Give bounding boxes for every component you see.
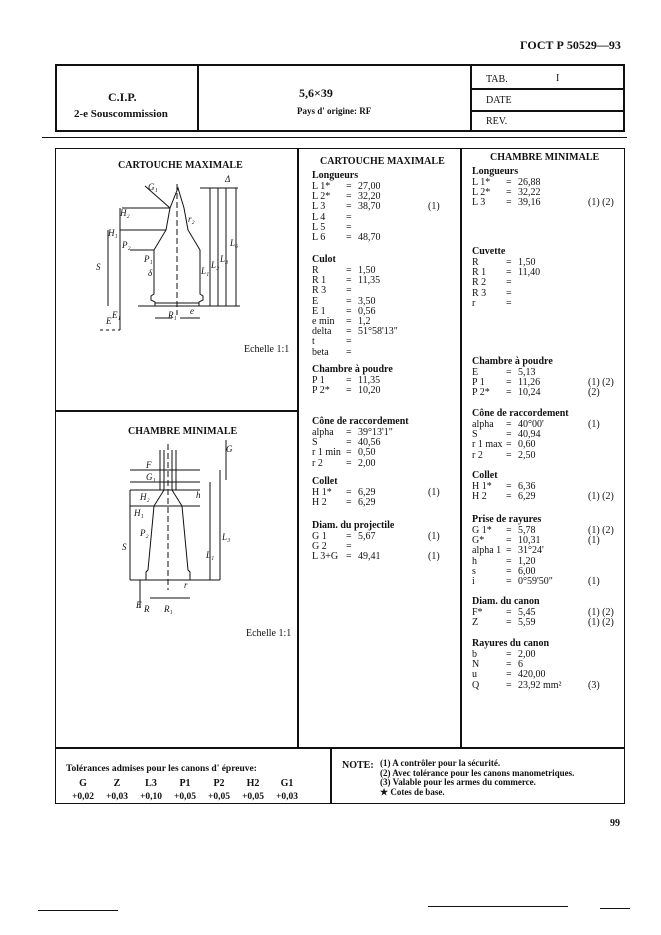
spec-key: t: [312, 336, 315, 348]
chambre-title: CHAMBRE MINIMALE: [490, 152, 600, 163]
spec-row: [312, 386, 428, 396]
spec-value: 11,26: [518, 377, 541, 389]
spec-row: [312, 532, 440, 542]
tolerance-value: +0,05: [241, 792, 265, 802]
spec-value: [358, 348, 428, 358]
spec-row: [312, 459, 428, 469]
label-l1: L₁: [201, 266, 210, 276]
spec-key: G*: [472, 535, 485, 547]
notes-list: [380, 759, 574, 797]
spec-key: r: [472, 297, 476, 309]
spec-value: 49,41: [358, 551, 381, 563]
spec-value: [518, 299, 588, 309]
equals-sign: =: [346, 232, 352, 244]
spec-row: [472, 268, 588, 278]
spec-value: [518, 278, 588, 288]
spec-key: i: [472, 576, 475, 588]
label-l3: L₃: [220, 254, 229, 264]
spec-key: r 1 max: [472, 439, 503, 451]
tolerance-header: G1: [280, 778, 294, 789]
spec-row: [312, 233, 440, 243]
label-e: E: [106, 316, 112, 326]
spec-row: [472, 178, 614, 188]
equals-sign: =: [506, 377, 512, 389]
equals-sign: =: [346, 285, 352, 297]
equals-sign: =: [506, 679, 512, 691]
spec-key: N: [472, 659, 480, 671]
spec-value: 40,94: [518, 429, 541, 441]
spec-value: 0,50: [358, 447, 376, 459]
spec-value: 0°59'50": [518, 576, 553, 588]
equals-sign: =: [506, 267, 512, 279]
spec-note: (1): [428, 487, 440, 498]
equals-sign: =: [346, 181, 352, 192]
spec-value: 6,00: [518, 565, 536, 577]
drawing-top-title: CARTOUCHE MAXIMALE: [118, 160, 243, 171]
spec-row: [472, 681, 600, 691]
spec-key: R 1: [312, 275, 327, 287]
equals-sign: =: [506, 481, 512, 492]
spec-key: alpha 1: [472, 545, 502, 557]
label-h1b: H₁: [134, 508, 144, 518]
spec-value: [358, 337, 428, 347]
spec-value: 1,50: [358, 265, 376, 276]
spec-value: 31°24': [518, 545, 544, 557]
spec-value: 3,50: [358, 295, 376, 307]
note-item: (3) Valable pour les armes du commerce.: [380, 777, 536, 787]
section-heading: Diam. du canon: [472, 596, 540, 607]
spec-value: 10,24: [518, 387, 541, 399]
spec-key: Q: [472, 679, 480, 691]
equals-sign: =: [346, 457, 352, 469]
spec-key: r 2: [312, 457, 323, 469]
spec-note: (3): [588, 679, 600, 691]
tolerances-title: Tolérances admises pour les canons d' épreuve:: [66, 764, 257, 774]
label-e-small: e: [190, 306, 194, 316]
tolerance-header: H2: [246, 778, 260, 789]
spec-key: R 2: [472, 277, 487, 289]
drawing-bottom-scale: Echelle 1:1: [246, 628, 292, 639]
equals-sign: =: [506, 669, 512, 681]
section-heading: Chambre à poudre: [312, 364, 393, 375]
spec-key: h: [472, 555, 477, 567]
equals-sign: =: [346, 531, 352, 542]
spec-row: [472, 289, 588, 299]
spec-note: (1) (2): [588, 377, 614, 389]
spec-key: alpha: [312, 427, 334, 438]
tolerance-value: +0,03: [105, 792, 129, 802]
section-heading: Diam. du projectile: [312, 520, 395, 531]
label-f: F: [146, 460, 152, 470]
spec-row: [472, 557, 614, 567]
spec-key: R: [472, 257, 479, 268]
spec-value: 2,00: [518, 649, 536, 660]
spec-value: 32,20: [358, 191, 381, 203]
label-eb: E: [136, 600, 142, 610]
spec-key: E 1: [312, 305, 326, 317]
equals-sign: =: [346, 305, 352, 317]
drawing-top-scale: Echelle 1:1: [244, 344, 290, 355]
spec-note: (1): [588, 419, 600, 430]
spec-value: 32,22: [518, 187, 541, 199]
equals-sign: =: [346, 191, 352, 203]
equals-sign: =: [506, 277, 512, 289]
spec-key: L 3: [472, 197, 486, 209]
note-item: (2) Avec tolérance pour les canons manometriques.: [380, 767, 575, 778]
spec-value: 40,56: [358, 437, 381, 449]
label-l1b: L₁: [206, 550, 215, 560]
spec-row: [472, 388, 614, 398]
spec-key: Z: [472, 617, 479, 629]
tolerance-header: P1: [179, 778, 191, 789]
spec-value: 2,00: [358, 457, 376, 469]
spec-note: (2): [588, 387, 600, 399]
spec-value: 6,29: [518, 491, 536, 503]
equals-sign: =: [506, 439, 512, 451]
spec-key: L 1*: [472, 177, 491, 188]
spec-key: E: [472, 367, 479, 378]
spec-value: 39,16: [518, 197, 541, 209]
rev-label: REV.: [486, 116, 508, 127]
label-p2b: P₂: [140, 528, 149, 538]
equals-sign: =: [346, 541, 352, 553]
section-heading: Culot: [312, 254, 336, 265]
spec-key: delta: [312, 326, 332, 338]
spec-value: 10,31: [518, 535, 541, 547]
spec-key: G 1*: [472, 525, 492, 536]
spec-key: R 1: [472, 267, 487, 279]
equals-sign: =: [346, 385, 352, 397]
spec-note: (1): [428, 201, 440, 213]
spec-key: P 1: [472, 377, 485, 389]
label-sb: S: [122, 542, 127, 552]
spec-value: 40°00': [518, 419, 544, 430]
label-e1: E₁: [112, 310, 121, 320]
equals-sign: =: [506, 367, 512, 378]
spec-value: 51°58'13": [358, 326, 398, 338]
spec-value: 2,50: [518, 449, 536, 461]
spec-row: [472, 650, 600, 660]
label-h2: H₂: [120, 208, 130, 218]
spec-key: G 2: [312, 541, 327, 553]
spec-key: L 5: [312, 221, 326, 233]
spec-key: L 2*: [472, 187, 491, 199]
spec-key: H 1*: [312, 487, 332, 498]
label-l3b: L₃: [222, 532, 231, 542]
spec-value: 6,29: [358, 497, 376, 509]
spec-value: 38,70: [358, 201, 381, 213]
tab-label: TAB.: [486, 74, 508, 85]
equals-sign: =: [346, 551, 352, 563]
spec-key: beta: [312, 346, 329, 358]
spec-value: 1,50: [518, 257, 536, 268]
equals-sign: =: [346, 265, 352, 276]
label-h1: H₁: [108, 228, 118, 238]
spec-note: (1) (2): [588, 491, 614, 503]
label-l6: L₆: [230, 238, 239, 248]
note-label: NOTE:: [342, 760, 374, 771]
org-name: C.I.P.: [108, 90, 137, 104]
spec-row: [312, 276, 428, 286]
spec-value: 1,20: [518, 555, 536, 567]
label-g: G: [226, 444, 233, 454]
spec-value: [518, 289, 588, 299]
spec-key: L 2*: [312, 191, 331, 203]
origin: Pays d' origine: RF: [297, 106, 372, 116]
label-rsmall: r: [184, 580, 188, 590]
equals-sign: =: [346, 487, 352, 498]
tolerance-value: +0,02: [71, 792, 95, 802]
equals-sign: =: [506, 297, 512, 309]
drawing-bottom-title: CHAMBRE MINIMALE: [128, 426, 238, 437]
spec-key: L 4: [312, 211, 326, 223]
equals-sign: =: [346, 375, 352, 386]
spec-key: G 1: [312, 531, 327, 542]
spec-value: 0,60: [518, 439, 536, 451]
page-number: 99: [610, 818, 620, 829]
spec-key: S: [472, 429, 478, 441]
spec-row: [472, 451, 600, 461]
equals-sign: =: [506, 535, 512, 547]
label-p1: P₁: [144, 254, 153, 264]
label-r1: R₁: [168, 310, 177, 320]
section-heading: Longueurs: [312, 170, 359, 181]
spec-note: (1) (2): [588, 197, 614, 209]
equals-sign: =: [506, 576, 512, 588]
spec-note: (1): [588, 576, 600, 588]
equals-sign: =: [506, 257, 512, 268]
section-heading: Rayures du canon: [472, 638, 550, 649]
label-h2b: H₂: [140, 492, 150, 502]
spec-value: 5,45: [518, 607, 536, 618]
section-heading: Cône de raccordement: [312, 416, 409, 427]
spec-key: R 3: [472, 287, 487, 299]
section-heading: Cône de raccordement: [472, 408, 569, 419]
label-r2: r₂: [188, 214, 195, 224]
spec-value: 11,40: [518, 267, 541, 279]
spec-value: [358, 213, 428, 223]
spec-key: H 2: [312, 497, 327, 509]
spec-key: e min: [312, 316, 335, 328]
equals-sign: =: [506, 419, 512, 430]
equals-sign: =: [506, 607, 512, 618]
equals-sign: =: [346, 437, 352, 449]
spec-value: 27,00: [358, 181, 381, 192]
equals-sign: =: [506, 545, 512, 557]
spec-value: 5,78: [518, 525, 536, 536]
spec-value: 1,2: [358, 316, 371, 328]
label-g1b: G₁: [146, 472, 156, 482]
spec-note: (1) (2): [588, 617, 614, 629]
spec-key: r 2: [472, 449, 483, 461]
spec-key: F*: [472, 607, 483, 618]
spec-row: [312, 337, 428, 347]
equals-sign: =: [346, 346, 352, 358]
spec-key: E: [312, 295, 319, 307]
spec-note: (1) (2): [588, 525, 614, 536]
date-label: DATE: [486, 95, 512, 106]
equals-sign: =: [506, 649, 512, 660]
tolerance-header: P2: [213, 778, 225, 789]
cartouche-title: CARTOUCHE MAXIMALE: [320, 156, 445, 167]
equals-sign: =: [346, 221, 352, 233]
spec-value: 5,13: [518, 367, 536, 378]
section-heading: Chambre à poudre: [472, 356, 553, 367]
equals-sign: =: [506, 449, 512, 461]
spec-value: 6: [518, 659, 523, 671]
equals-sign: =: [506, 429, 512, 441]
note-item: (1) A contrôler pour la sécurité.: [380, 758, 501, 768]
spec-row: [312, 213, 440, 223]
spec-value: 5,67: [358, 531, 376, 542]
spec-key: P 2*: [472, 387, 490, 399]
spec-value: 5,59: [518, 617, 536, 629]
spec-value: 23,92 mm²: [518, 679, 562, 691]
equals-sign: =: [346, 326, 352, 338]
note-item: ★ Cotes de base.: [380, 786, 445, 797]
spec-value: 0,56: [358, 305, 376, 317]
spec-value: 39°13'1": [358, 427, 393, 438]
spec-value: 11,35: [358, 375, 381, 386]
equals-sign: =: [346, 275, 352, 287]
spec-row: [312, 202, 440, 212]
equals-sign: =: [506, 617, 512, 629]
spec-note: (1): [428, 551, 440, 563]
equals-sign: =: [506, 287, 512, 299]
spec-key: u: [472, 669, 477, 681]
spec-row: [472, 440, 600, 450]
equals-sign: =: [346, 201, 352, 213]
label-delta-top: Δ: [225, 174, 231, 184]
spec-value: 26,88: [518, 177, 541, 188]
section-heading: Longueurs: [472, 166, 519, 177]
spec-value: 420,00: [518, 669, 546, 681]
spec-key: R 3: [312, 285, 327, 297]
label-r1b: R₁: [164, 604, 173, 614]
equals-sign: =: [506, 555, 512, 567]
tolerance-value: +0,03: [275, 792, 299, 802]
spec-key: L 1*: [312, 181, 331, 192]
spec-key: L 3: [312, 201, 326, 213]
spec-key: s: [472, 565, 476, 577]
label-p2: P₂: [122, 240, 131, 250]
label-l2: L₂: [211, 260, 220, 270]
spec-value: 10,20: [358, 385, 381, 397]
section-heading: Cuvette: [472, 246, 506, 257]
page-header: ГОСТ Р 50529—93: [520, 38, 621, 52]
spec-key: L 6: [312, 232, 326, 244]
spec-row: [472, 492, 614, 502]
label-delta: δ: [148, 268, 153, 278]
spec-row: [472, 618, 614, 628]
equals-sign: =: [506, 491, 512, 503]
tolerance-values: [66, 792, 304, 802]
label-hb: h: [196, 490, 201, 500]
spec-key: S: [312, 437, 318, 449]
equals-sign: =: [506, 565, 512, 577]
spec-note: (1): [428, 531, 440, 542]
spec-value: 48,70: [358, 232, 381, 244]
equals-sign: =: [346, 447, 352, 459]
spec-row: [312, 348, 428, 358]
spec-key: L 3+G: [312, 551, 339, 563]
spec-row: [312, 327, 428, 337]
tolerance-header: G: [79, 778, 87, 789]
spec-value: 11,35: [358, 275, 381, 287]
equals-sign: =: [346, 295, 352, 307]
spec-row: [312, 552, 440, 562]
title-block: [55, 64, 625, 132]
spec-row: [472, 546, 614, 556]
subcommission: 2-e Souscommission: [74, 108, 168, 120]
spec-row: [472, 299, 588, 309]
equals-sign: =: [506, 187, 512, 199]
label-rb: R: [144, 604, 150, 614]
equals-sign: =: [506, 387, 512, 399]
tolerance-value: +0,05: [173, 792, 197, 802]
spec-row: [472, 198, 614, 208]
spec-row: [472, 577, 614, 587]
equals-sign: =: [506, 659, 512, 671]
equals-sign: =: [506, 197, 512, 209]
spec-note: (1) (2): [588, 607, 614, 618]
equals-sign: =: [346, 497, 352, 509]
spec-key: H 1*: [472, 481, 492, 492]
chamber-drawing: [100, 440, 250, 620]
equals-sign: =: [346, 316, 352, 328]
caliber: 5,6×39: [299, 86, 333, 100]
spec-key: alpha: [472, 419, 494, 430]
equals-sign: =: [506, 177, 512, 188]
tolerance-header: Z: [113, 778, 121, 789]
equals-sign: =: [346, 427, 352, 438]
equals-sign: =: [346, 336, 352, 348]
spec-key: r 1 min: [312, 447, 341, 459]
spec-key: H 2: [472, 491, 487, 503]
spec-row: [472, 278, 588, 288]
tab-value: I: [556, 73, 560, 84]
label-s: S: [96, 262, 101, 272]
tolerance-value: +0,05: [207, 792, 231, 802]
spec-row: [312, 498, 440, 508]
spec-key: P 1: [312, 375, 325, 386]
cartridge-drawing: [60, 170, 292, 370]
spec-value: 6,29: [358, 487, 376, 498]
equals-sign: =: [346, 211, 352, 223]
spec-value: 6,36: [518, 481, 536, 492]
label-g1: G₁: [148, 182, 158, 192]
tolerance-value: +0,10: [139, 792, 163, 802]
tolerance-header: L3: [145, 778, 157, 789]
spec-note: (1): [588, 535, 600, 547]
spec-key: R: [312, 265, 319, 276]
section-heading: Prise de rayures: [472, 514, 542, 525]
equals-sign: =: [506, 525, 512, 536]
tolerance-headers: [66, 778, 304, 789]
spec-key: P 2*: [312, 385, 330, 397]
section-heading: Collet: [312, 476, 338, 487]
spec-key: b: [472, 649, 477, 660]
section-heading: Collet: [472, 470, 498, 481]
spec-row: [312, 488, 440, 498]
